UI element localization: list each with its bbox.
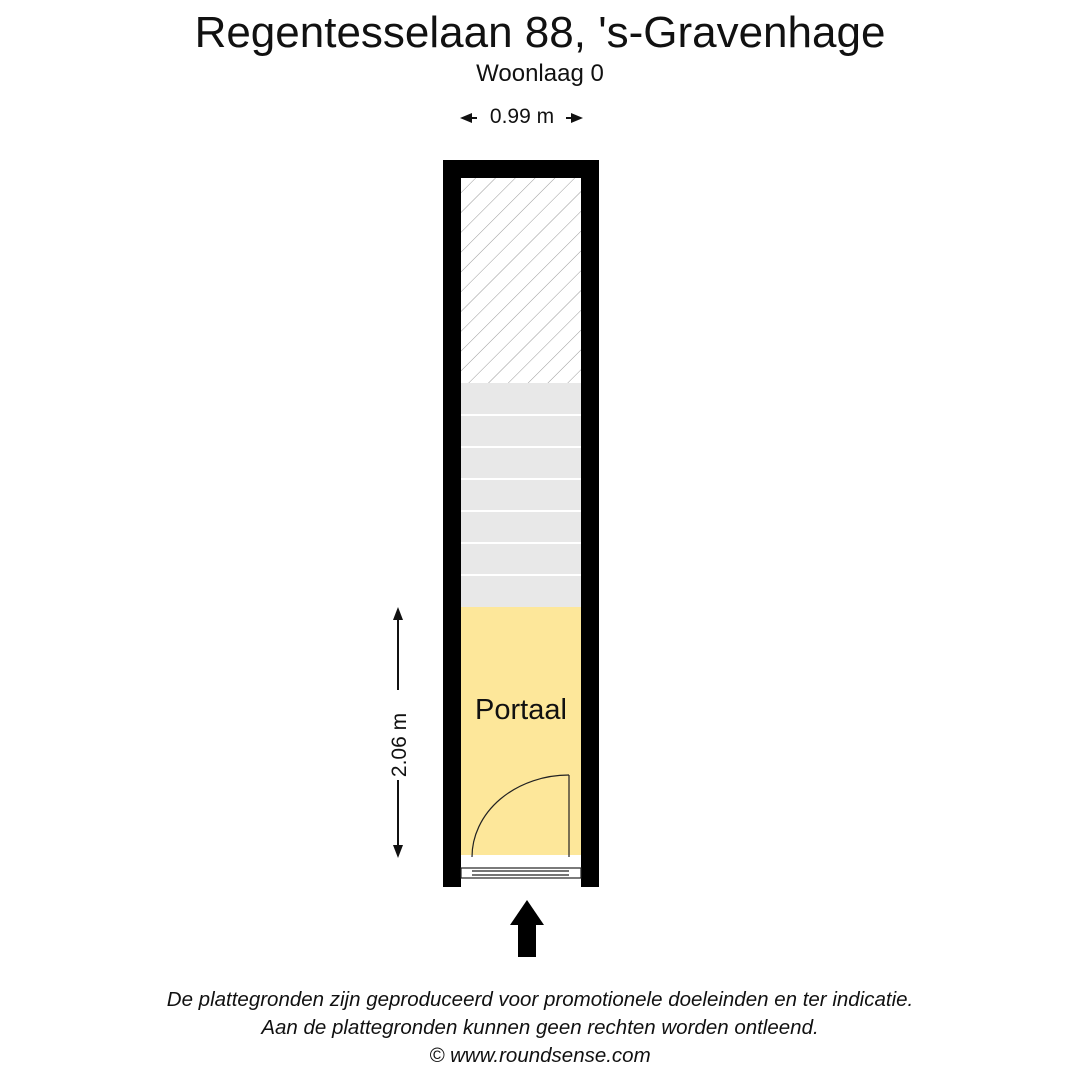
entrance-arrow-icon	[510, 900, 544, 957]
room-portaal	[461, 607, 581, 855]
floor-label: Woonlaag 0	[476, 60, 604, 87]
length-dimension-label: 2.06 m	[388, 712, 411, 778]
disclaimer	[0, 986, 1080, 1070]
disclaimer-line-2: Aan de plattegronden kunnen geen rechten worden ontleend.	[261, 1016, 819, 1039]
width-dimension-label: 0.99 m	[489, 105, 555, 128]
plan-title: Regentesselaan 88, 's-Gravenhage	[194, 8, 886, 57]
disclaimer-line-1: De plattegronden zijn geproduceerd voor promotionele doeleinden en ter indicatie.	[166, 988, 914, 1011]
void-hatched-area	[461, 178, 581, 383]
staircase	[461, 383, 581, 607]
copyright: © www.roundsense.com	[429, 1044, 651, 1067]
room-label-portaal: Portaal	[475, 694, 567, 726]
